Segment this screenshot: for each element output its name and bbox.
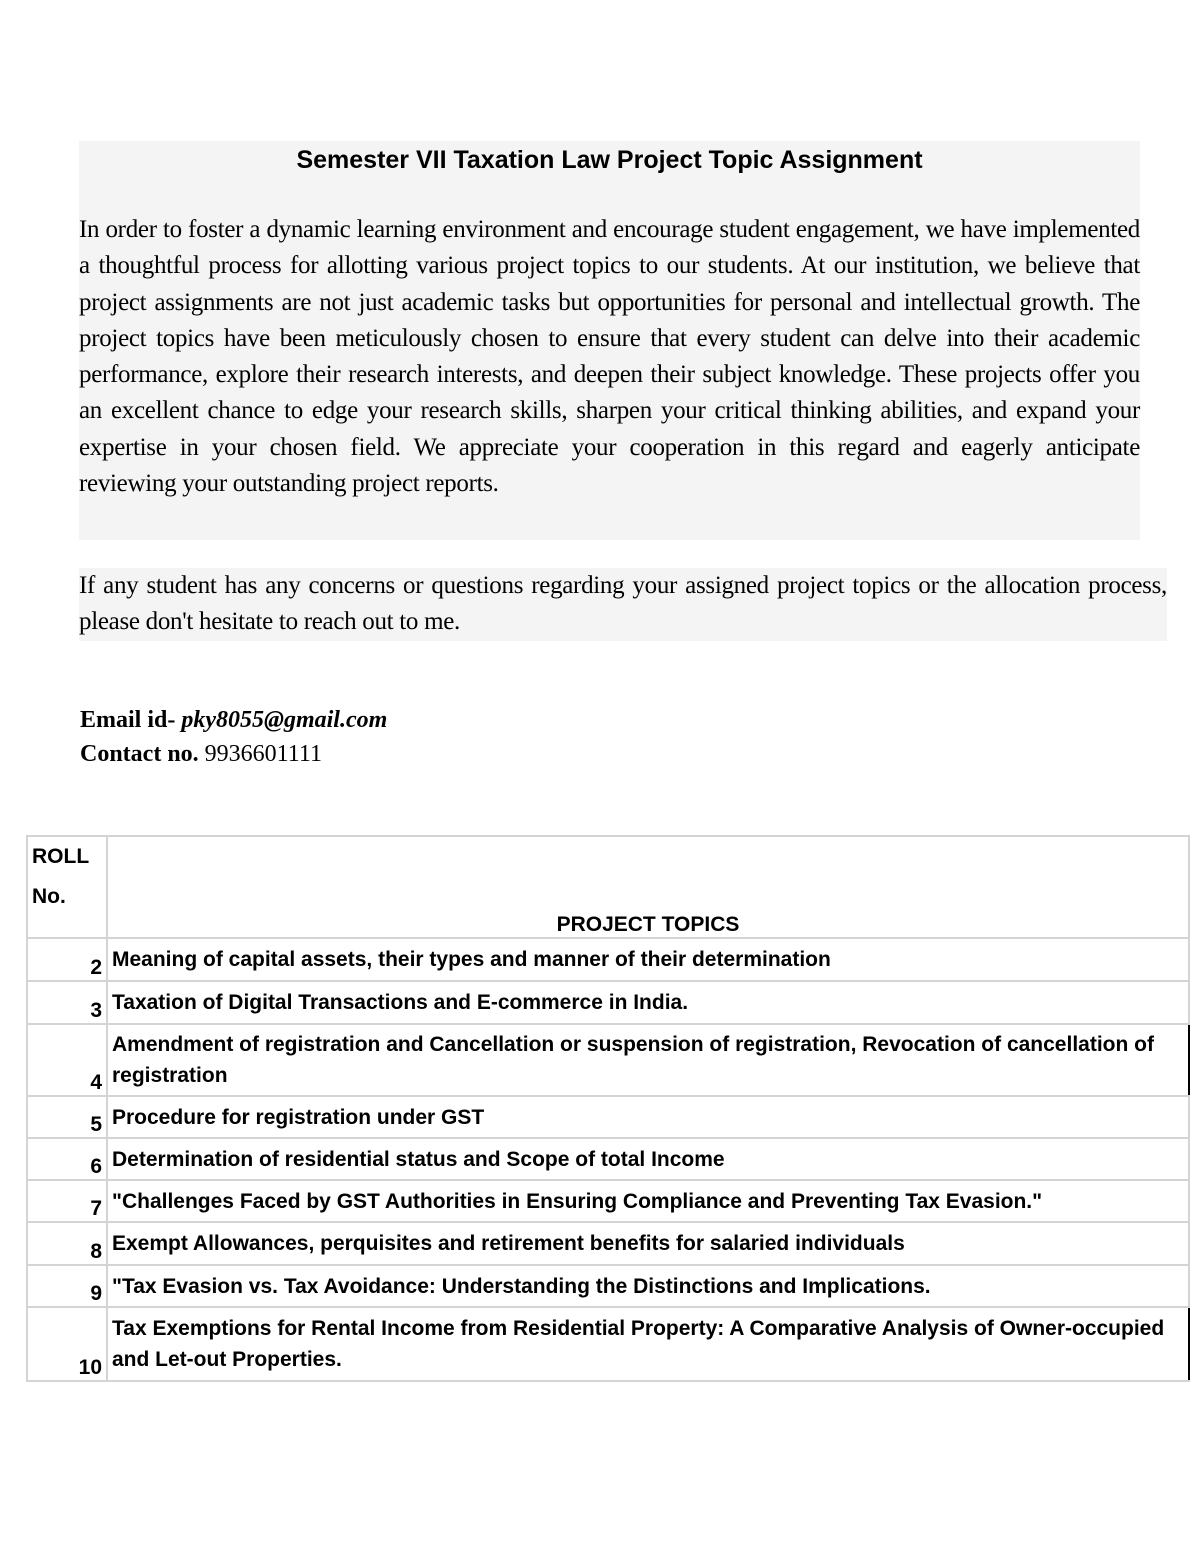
intro-paragraph: In order to foster a dynamic learning environment and encourage student engagement, we have implemented a thoughtful process for allotting various project topics to our students. At our institution, we believe that project assignments are not just academic tasks but opportunities for personal and intellectual growth. The project topics have been meticulously chosen to ensure that every student can delve into their academic performance, explore their research interests, and deepen their subject knowledge. These projects offer you an excellent chance to edge your research skills, sharpen your critical thinking abilities, and expand your expertise in your chosen field. We appreciate your cooperation in this regard and eagerly anticipate reviewing your outstanding project reports. (79, 216, 1140, 498)
concern-paragraph: If any student has any concerns or questions regarding your assigned project topics or the allocation process, please don't hesitate to reach out to me. (79, 572, 1167, 636)
roll-cell: 6 (27, 1138, 107, 1180)
topic-cell: Determination of residential status and Scope of total Income (107, 1138, 1189, 1180)
table-row (27, 938, 1189, 981)
table-row (27, 981, 1189, 1024)
phone-line (80, 737, 387, 771)
email-line (80, 703, 387, 737)
roll-cell: 4 (27, 1024, 107, 1096)
table-header-row (27, 836, 1189, 938)
roll-cell: 3 (27, 981, 107, 1024)
contact-info (80, 703, 387, 771)
header-roll: ROLL No. (27, 836, 107, 938)
roll-cell: 2 (27, 938, 107, 981)
project-topics-table (26, 835, 1190, 1382)
topic-cell: Procedure for registration under GST (107, 1096, 1189, 1138)
roll-cell: 10 (27, 1307, 107, 1381)
roll-cell: 5 (27, 1096, 107, 1138)
topic-cell: Meaning of capital assets, their types and manner of their determination (107, 938, 1189, 981)
header-topic: PROJECT TOPICS (107, 836, 1189, 938)
table-row (27, 1024, 1189, 1096)
topic-cell: Exempt Allowances, perquisites and retirement benefits for salaried individuals (107, 1222, 1189, 1265)
phone-label: Contact no. (80, 741, 199, 767)
table-row (27, 1307, 1189, 1381)
topic-cell: "Tax Evasion vs. Tax Avoidance: Understanding the Distinctions and Implications. (107, 1265, 1189, 1307)
topic-cell: Tax Exemptions for Rental Income from Residential Property: A Comparative Analysis of Owner-occupied and Let-out Properties. (107, 1307, 1189, 1381)
topic-cell: Amendment of registration and Cancellation or suspension of registration, Revocation of cancellation of registration (107, 1024, 1189, 1096)
topic-cell: "Challenges Faced by GST Authorities in Ensuring Compliance and Preventing Tax Evasion." (107, 1180, 1189, 1222)
phone-number: 9936601111 (204, 741, 322, 767)
table-row (27, 1222, 1189, 1265)
email-address[interactable]: pky8055@gmail.com (181, 707, 388, 733)
table-row (27, 1096, 1189, 1138)
table-row (27, 1265, 1189, 1307)
topic-cell: Taxation of Digital Transactions and E-commerce in India. (107, 981, 1189, 1024)
roll-cell: 8 (27, 1222, 107, 1265)
table-row (27, 1180, 1189, 1222)
roll-cell: 9 (27, 1265, 107, 1307)
email-label: Email id- (80, 707, 176, 733)
roll-cell: 7 (27, 1180, 107, 1222)
page-title: Semester VII Taxation Law Project Topic Assignment (296, 146, 923, 174)
table-row (27, 1138, 1189, 1180)
